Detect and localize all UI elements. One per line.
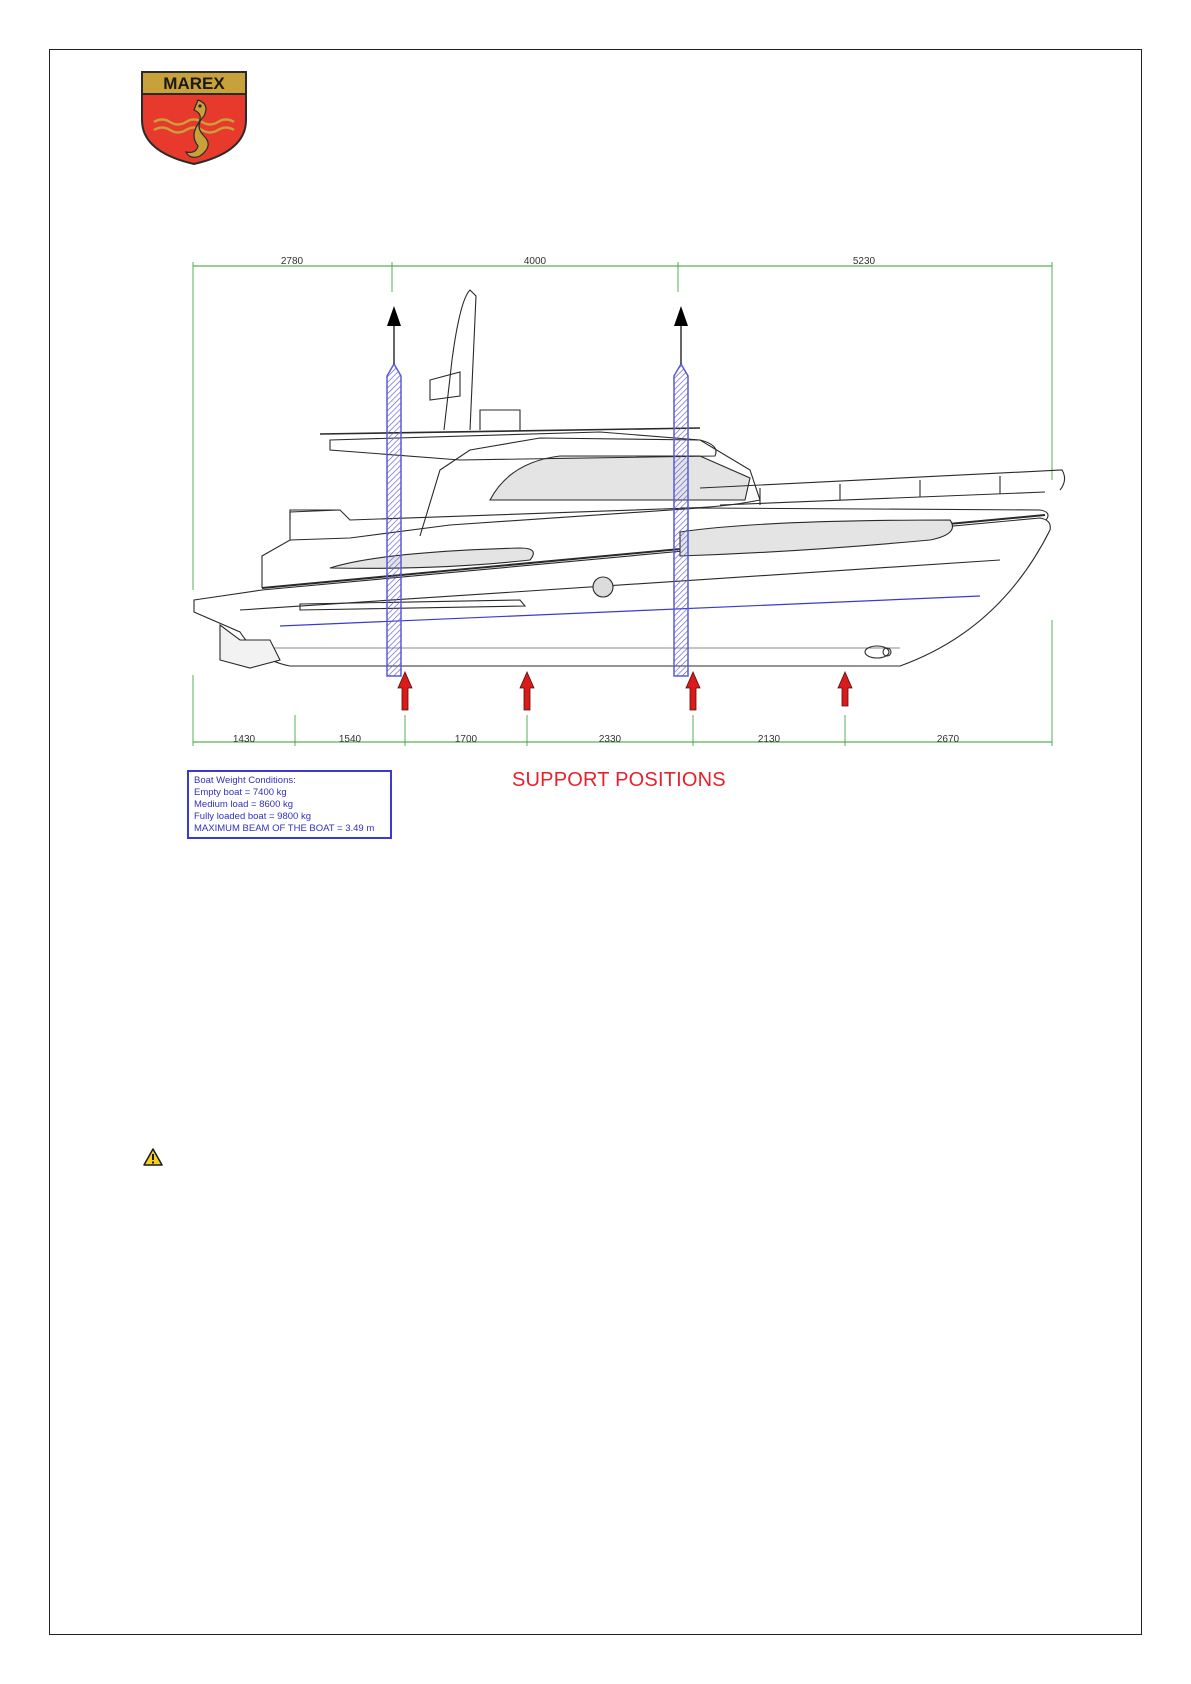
support-arrow-3: [686, 672, 700, 710]
dim-top-3: 5230: [852, 256, 876, 267]
dim-bottom-4: 2330: [598, 734, 622, 745]
warning-triangle-icon: [143, 1148, 163, 1166]
logo-text: MAREX: [163, 74, 225, 93]
dim-top-2: 4000: [523, 256, 547, 267]
dim-bottom-5: 2130: [757, 734, 781, 745]
lifting-strap-aft: [387, 306, 401, 676]
support-arrow-2: [520, 672, 534, 710]
boat-profile: [194, 290, 1065, 668]
dim-bottom-3: 1700: [454, 734, 478, 745]
lifting-strap-fwd: [674, 306, 688, 676]
support-arrows: [398, 672, 852, 710]
empty-boat-weight: Empty boat = 7400 kg: [194, 787, 287, 798]
medium-load-weight: Medium load = 8600 kg: [194, 799, 294, 810]
dim-bottom-1: 1430: [232, 734, 256, 745]
maximum-beam: MAXIMUM BEAM OF THE BOAT = 3.49 m: [194, 823, 375, 834]
lift-arrow-fwd: [674, 306, 688, 326]
dim-top-1: 2780: [280, 256, 304, 267]
support-arrow-1: [398, 672, 412, 710]
dim-bottom-2: 1540: [338, 734, 362, 745]
dim-bottom-6: 2670: [936, 734, 960, 745]
weight-conditions-title: Boat Weight Conditions:: [194, 775, 296, 786]
fully-loaded-weight: Fully loaded boat = 9800 kg: [194, 811, 311, 822]
support-arrow-4: [838, 672, 852, 706]
lift-arrow-aft: [387, 306, 401, 326]
weight-conditions-box: [187, 770, 392, 839]
support-positions-title: SUPPORT POSITIONS: [512, 769, 726, 791]
